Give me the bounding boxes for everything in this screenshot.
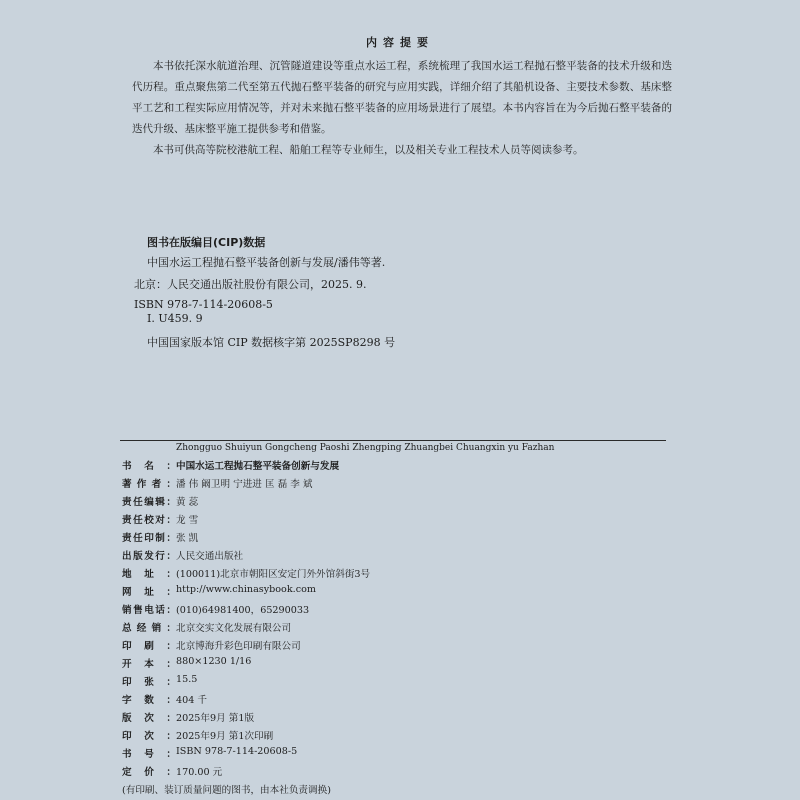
cip-class-line: Ⅰ. U459. 9 xyxy=(147,312,203,325)
record-label: 书 名 ： xyxy=(122,461,176,472)
record-value: 中国水运工程抛石整平装备创新与发展 xyxy=(176,461,340,472)
record-value: http://www.chinasybook.com xyxy=(176,584,316,595)
record-label: 网 址 ： xyxy=(122,587,176,598)
record-label: 定 价 ： xyxy=(122,767,176,778)
record-value: 北京博海升彩色印刷有限公司 xyxy=(176,641,301,652)
record-value: 15.5 xyxy=(176,674,198,685)
pinyin-title: Zhongguo Shuiyun Gongcheng Paoshi Zhengping Zhuangbei Chuangxin yu Fazhan xyxy=(176,443,555,453)
summary-heading: 内容提要 xyxy=(366,36,434,49)
record-label: 版 次 ： xyxy=(122,713,176,724)
record-value: 170.00 元 xyxy=(176,767,223,778)
record-value: 潘 伟 阚卫明 宁进进 匡 磊 李 斌 xyxy=(176,479,313,490)
record-label: 书 号 ： xyxy=(122,749,176,760)
record-value: 404 千 xyxy=(176,695,207,706)
record-label: 字 数 ： xyxy=(122,695,176,706)
record-value: 北京交实文化发展有限公司 xyxy=(176,623,292,634)
cip-isbn-line: ISBN 978-7-114-20608-5 xyxy=(134,298,273,311)
cip-title-line: 中国水运工程抛石整平装备创新与发展/潘伟等著. xyxy=(147,256,386,269)
record-label: 出 版 发 行 ： xyxy=(122,551,176,562)
summary-paragraph: 本书可供高等院校港航工程、船舶工程等专业师生，以及相关专业工程技术人员等阅读参考。 xyxy=(153,144,584,156)
record-value: 人民交通出版社 xyxy=(176,551,244,562)
record-value: 张 凯 xyxy=(176,533,199,544)
footnote: (有印刷、装订质量问题的图书，由本社负责调换) xyxy=(122,785,331,796)
record-label: 责 任 编 辑 ： xyxy=(122,497,176,508)
summary-paragraph: 本书依托深水航道治理、沉管隧道建设等重点水运工程，系统梳理了我国水运工程抛石整平装备的技术升级和迭代历程。重点聚焦第二代至第五代抛石整平装备的研究与应用实践，详细介绍了其船机设备、主要技术参数、基床整平工艺和工程实际应用情况等，并对未来抛石整平装备的应用场景进行了展望。本书内容旨在为今后抛石整平装备的迭代升级、基床整平施工提供参考和借鉴。 xyxy=(132,60,672,135)
record-label: 总 经 销 ： xyxy=(122,623,176,634)
record-label: 销 售 电 话 ： xyxy=(122,605,176,616)
record-value: (010)64981400，65290033 xyxy=(176,605,310,616)
record-label: 开 本 ： xyxy=(122,659,176,670)
record-value: 龙 雪 xyxy=(176,515,199,526)
record-value: (100011)北京市朝阳区安定门外外馆斜街3号 xyxy=(176,569,371,580)
cip-number-line: 中国国家版本馆 CIP 数据核字第 2025SP8298 号 xyxy=(147,336,396,349)
record-label: 地 址 ： xyxy=(122,569,176,580)
record-value: ISBN 978-7-114-20608-5 xyxy=(176,746,298,757)
record-value: 2025年9月 第1次印刷 xyxy=(176,731,274,742)
record-label: 印 张 ： xyxy=(122,677,176,688)
record-label: 责 任 校 对 ： xyxy=(122,515,176,526)
record-label: 著 作 者 ： xyxy=(122,479,176,490)
record-label: 印 次 ： xyxy=(122,731,176,742)
record-value: 2025年9月 第1版 xyxy=(176,713,255,724)
record-label: 印 刷 ： xyxy=(122,641,176,652)
record-value: 880×1230 1/16 xyxy=(176,656,252,667)
divider xyxy=(120,440,666,441)
cip-publisher-line: 北京：人民交通出版社股份有限公司，2025. 9. xyxy=(134,278,367,291)
summary-body xyxy=(132,56,672,161)
record-value: 黄 蕊 xyxy=(176,497,199,508)
record-label: 责 任 印 制 ： xyxy=(122,533,176,544)
cip-heading: 图书在版编目(CIP)数据 xyxy=(147,236,266,249)
